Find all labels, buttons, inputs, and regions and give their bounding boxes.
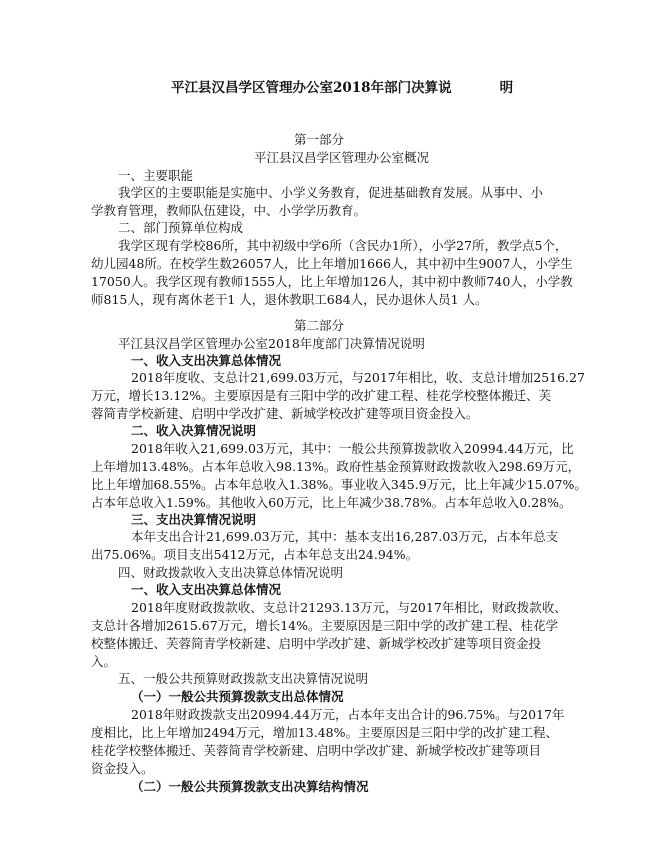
part2-heading: 第二部分 xyxy=(294,318,345,333)
section-title: 一、收入支出决算总体情况 xyxy=(131,353,282,368)
paragraph-line: 资金投入。 xyxy=(91,761,154,776)
paragraph-line: 上年增加13.48%。占本年总收入98.13%。政府性基金预算财政拨款收入298.69万元， xyxy=(91,459,581,474)
paragraph-line: 桂花学校整体搬迁、芙蓉简青学校新建、启明中学改扩建、新城学校改扩建等项目 xyxy=(91,743,542,758)
paragraph-line: 出75.06%。项目支出5412万元，占本年总支出24.94%。 xyxy=(91,547,419,562)
document-title xyxy=(171,80,513,96)
subsection-title: （二）一般公共预算拨款支出决算结构情况 xyxy=(131,779,369,794)
paragraph-line: 17050人。我学区现有教师1555人，比上年增加126人，其中初中教师740人，小学教 xyxy=(91,274,573,289)
paragraph-line: 我学区现有学校86所，其中初级中学6所（含民办1所），小学27所，教学点5个， xyxy=(118,238,568,253)
part1-subtitle: 平江县汉昌学区管理办公室概况 xyxy=(254,150,430,165)
section-1-title: 一、主要职能 xyxy=(118,168,194,183)
paragraph-line: 2018年财政拨款支出20994.44万元，占本年支出合计的96.75%。与2017年 xyxy=(131,707,565,722)
section-title: 四、财政拨款收入支出决算总体情况说明 xyxy=(118,565,344,580)
section-title: 三、支出决算情况说明 xyxy=(131,512,257,527)
paragraph-line: 本年支出合计21,699.03万元，其中：基本支出16,287.03万元，占本年总支 xyxy=(131,529,559,544)
paragraph-line: 校整体搬迁、芙蓉简青学校新建、启明中学改扩建、新城学校改扩建等项目资金投 xyxy=(91,636,542,651)
paragraph-line: 蓉简青学校新建、启明中学改扩建、新城学校改扩建等项目资金投入。 xyxy=(91,406,479,421)
paragraph-line: 幼儿园48所。在校学生数26057人，比上年增加1666人，其中初中生9007人，小学生 xyxy=(91,256,573,271)
section-title: 二、收入决算情况说明 xyxy=(131,423,257,438)
part2-subtitle: 平江县汉昌学区管理办公室2018年度部门决算情况说明 xyxy=(118,336,425,351)
paragraph-line: 学教育管理，教师队伍建设，中、小学学历教育。 xyxy=(91,203,367,218)
subsection-title: 一、收入支出决算总体情况 xyxy=(131,582,282,597)
paragraph-line: 我学区的主要职能是实施中、小学义务教育，促进基础教育发展。从事中、小 xyxy=(118,185,544,200)
paragraph-line: 占本年总收入1.59%。其他收入60万元，比上年减少38.78%。占本年总收入0.28%。 xyxy=(91,495,572,510)
part1-heading: 第一部分 xyxy=(294,132,345,147)
paragraph-line: 2018年度财政拨款收、支总计21293.13万元，与2017年相比，财政拨款收、 xyxy=(131,600,567,615)
section-2-title: 二、部门预算单位构成 xyxy=(118,220,244,235)
paragraph-line: 比上年增加68.55%。占本年总收入1.38%。事业收入345.9万元，比上年减少15.07%。 xyxy=(91,477,587,492)
paragraph-line: 师815人，现有离休老干1 人，退休教职工684人，民办退休人员1 人。 xyxy=(91,292,488,307)
subsection-title: （一）一般公共预算拨款支出总体情况 xyxy=(131,689,344,704)
document-title-main: 平江县汉昌学区管理办公室2018年部门决算说 xyxy=(171,80,452,96)
section-title: 五、一般公共预算财政拨款支出决算情况说明 xyxy=(118,671,369,686)
paragraph-line: 2018年收入21,699.03万元，其中：一般公共预算拨款收入20994.44万元，比 xyxy=(131,441,574,456)
paragraph-line: 万元，增长13.12%。主要原因是有三阳中学的改扩建工程、桂花学校整体搬迁、芙 xyxy=(91,388,552,403)
paragraph-line: 入。 xyxy=(91,654,117,669)
paragraph-line: 度相比，比上年增加2494万元，增加13.48%。主要原因是三阳中学的改扩建工程、 xyxy=(91,725,558,740)
paragraph-line: 2018年度收、支总计21,699.03万元，与2017年相比，收、支总计增加2516.27 xyxy=(131,370,585,385)
document-title-tail: 明 xyxy=(499,80,514,96)
paragraph-line: 支总计各增加2615.67万元，增长14%。主要原因是三阳中学的改扩建工程、桂花学 xyxy=(91,618,558,633)
